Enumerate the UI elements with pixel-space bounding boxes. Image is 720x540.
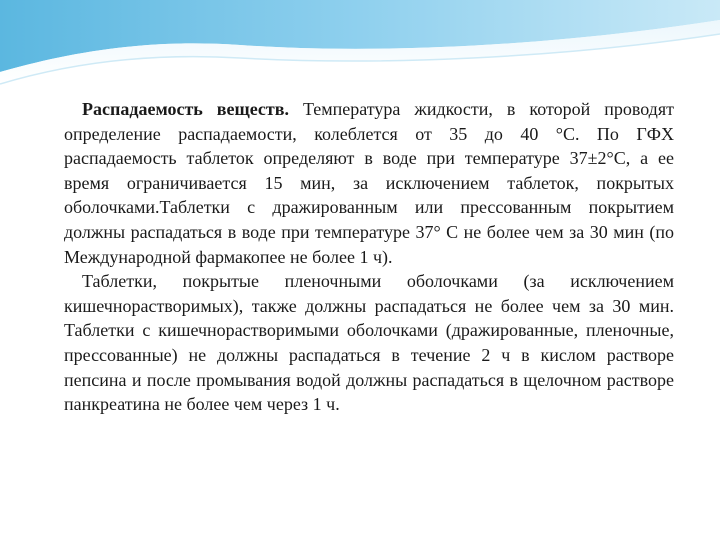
paragraph-film-coated	[64, 269, 674, 417]
paragraph-2-text: Таблетки, покрытые пленочными оболочками (за исключением кишечнорастворимых), также должны распадаться не более чем за 30 мин. Таблетки с кишечнорастворимыми оболочками (дражированные, пленочные, прессованные) не должны распадаться в течение 2 ч в кислом растворе пепсина и после промывания водой должны распадаться в щелочном растворе панкреатина не более чем через 1 ч.	[64, 271, 674, 415]
paragraph-1-text: Температура жидкости, в которой проводят определение распадаемости, колеблется от 35 до 40 °С. По ГФХ распадаемость таблеток определяют в воде при температуре 37±2°С, а ее время ограничивается 15 мин, за исключением таблеток, покрытых оболочками.Таблетки с дражированным или прессованным покрытием должны распадаться в воде при температуре 37° С не более чем за 30 мин (по Международной фармакопее не более 1 ч).	[64, 99, 674, 267]
slide-body	[64, 97, 674, 417]
header-wave-decoration	[0, 0, 720, 90]
paragraph-lead-term: Распадаемость веществ.	[82, 99, 289, 119]
paragraph-disintegration	[64, 97, 674, 269]
